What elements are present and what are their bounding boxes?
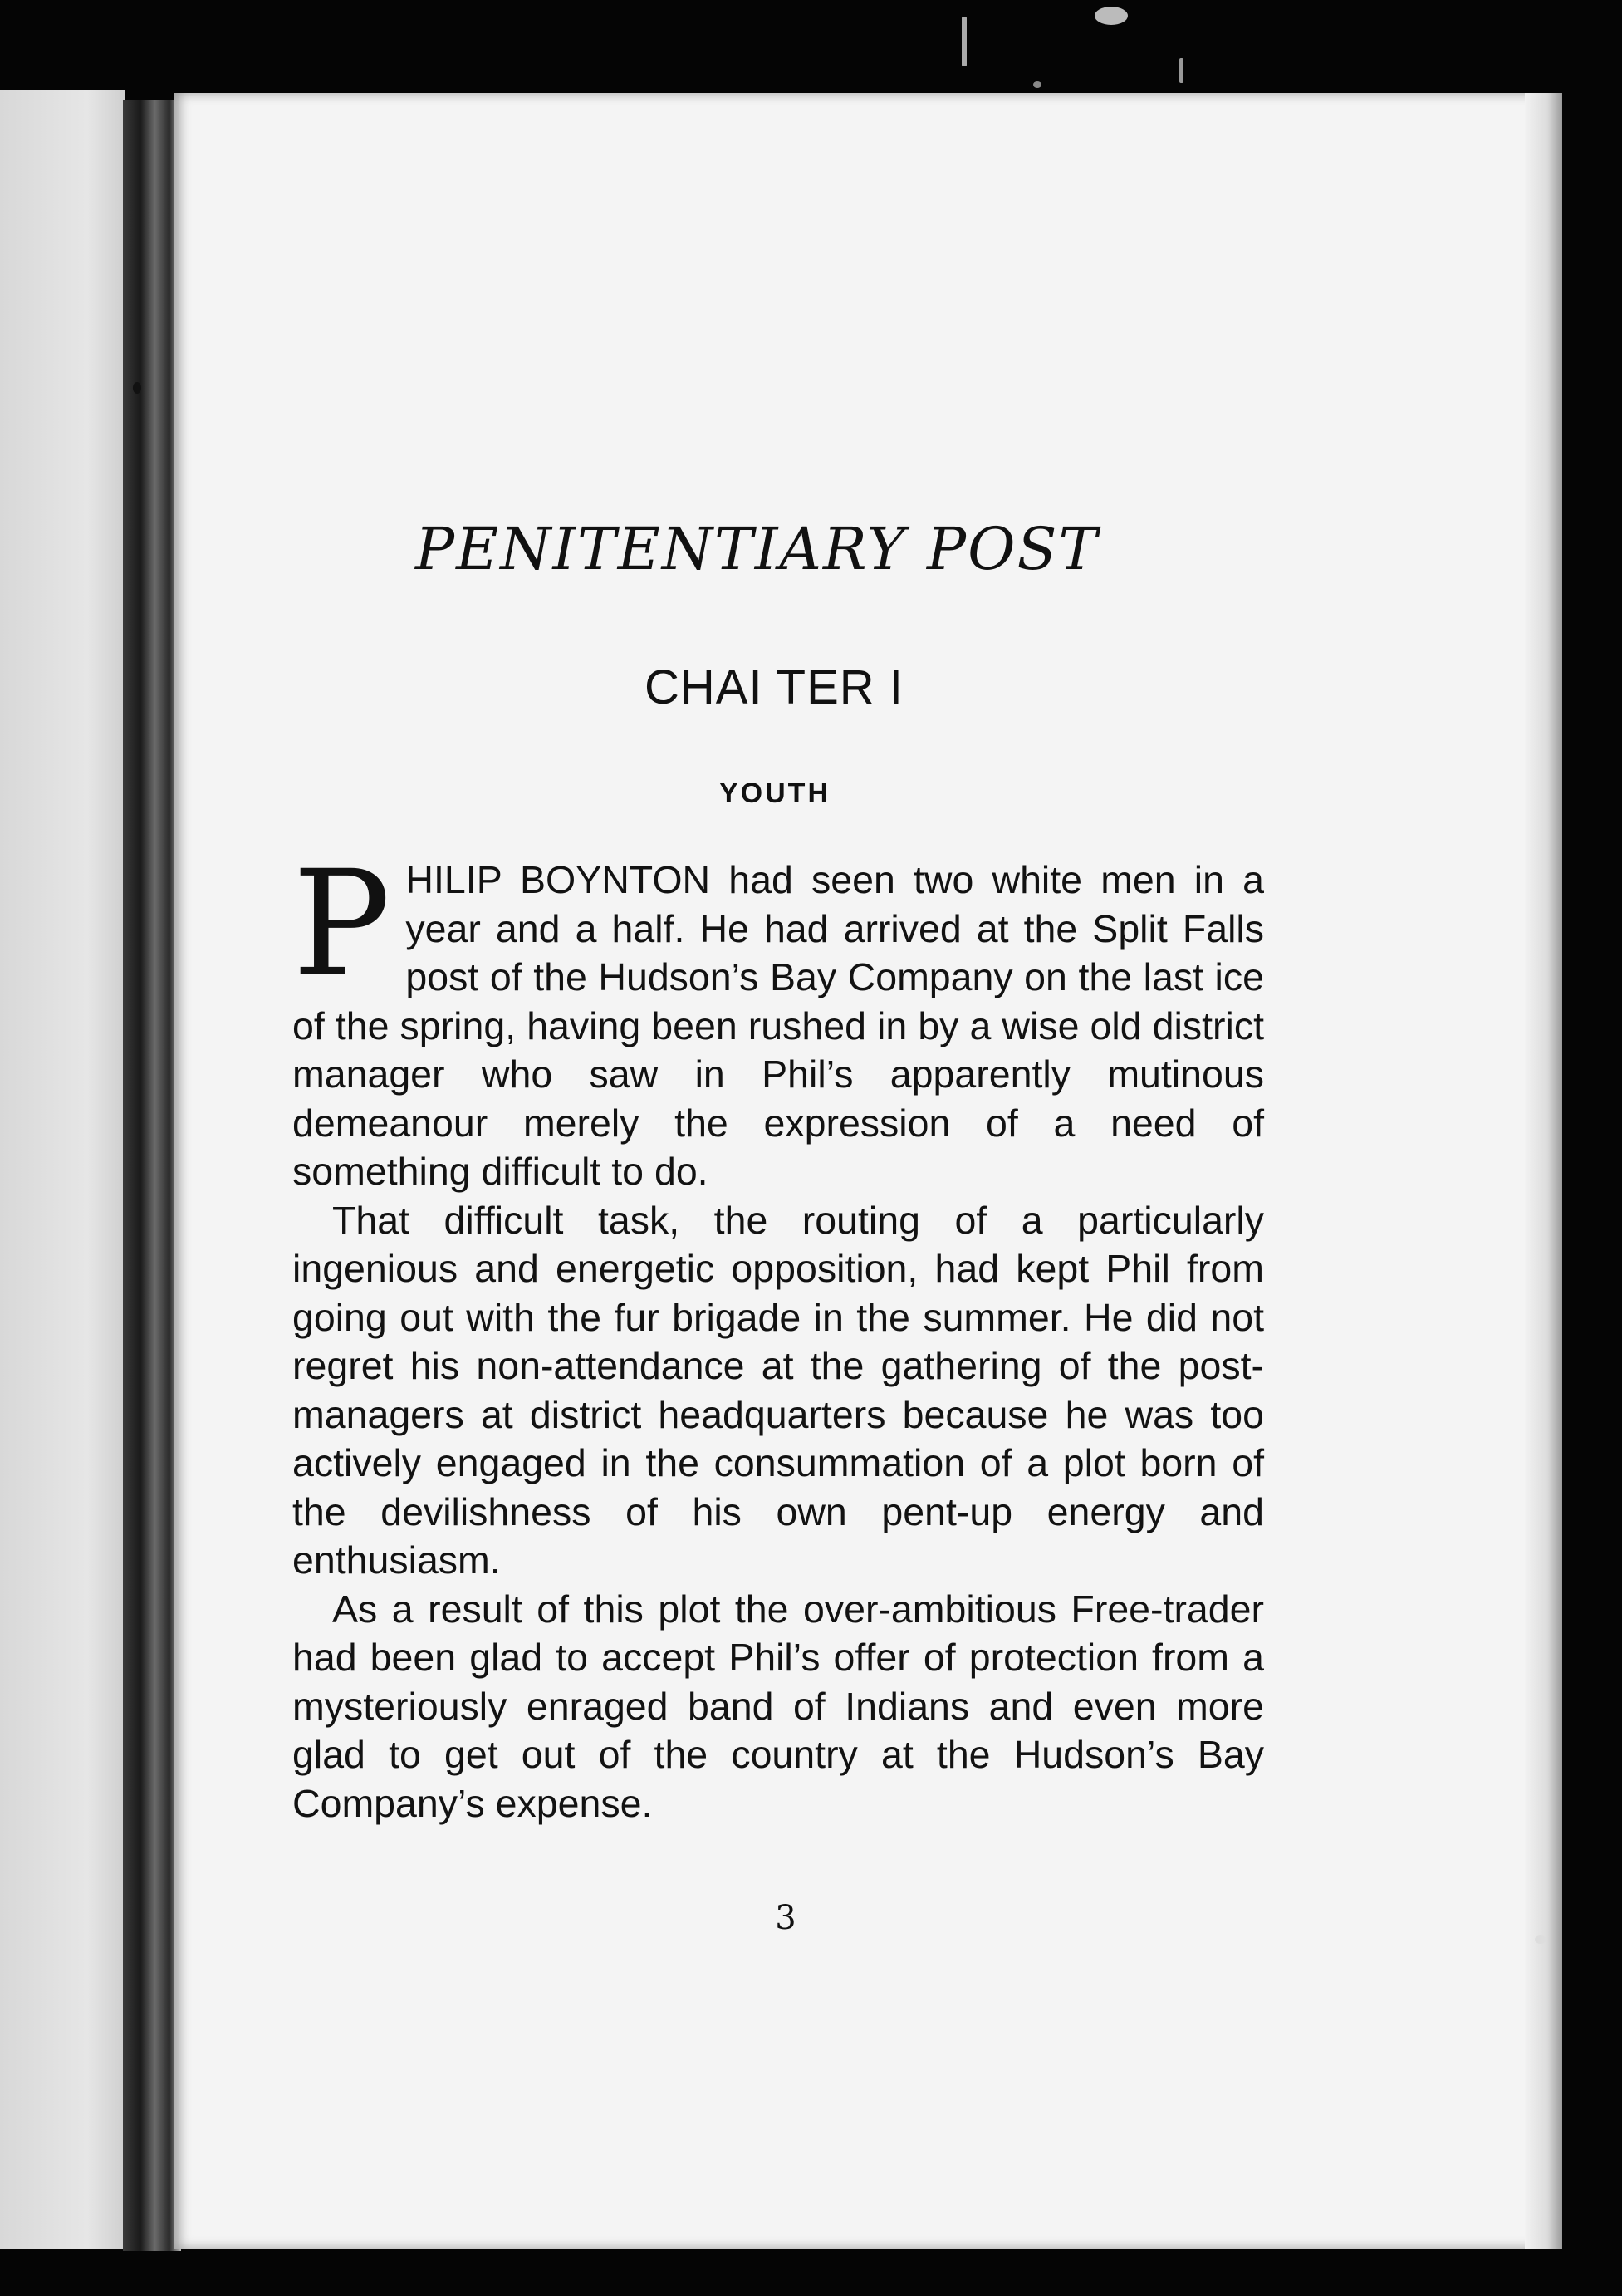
page-number: 3: [775, 1899, 796, 1937]
dust-speck: [1033, 81, 1041, 88]
chapter-subtitle: YOUTH: [719, 778, 831, 809]
dust-speck: [962, 17, 967, 66]
book-gutter: [123, 100, 181, 2251]
drop-cap: P: [292, 839, 391, 1009]
paragraph: As a result of this plot the over-ambitious Free-trader had been glad to accept Phil’s offer of protection from a mysteriously enraged band of Indians and even more glad to get out of the country at the Hudson’s Bay Company’s expense.: [292, 1587, 1264, 1825]
dust-speck: [1179, 58, 1183, 83]
page-right-edge: [1525, 93, 1562, 2249]
paragraph-text: HILIP BOYNTON had seen two white men in a year and a half. He had arrived at the Split Falls post of the Hudson’s Bay Company on the last ice of the spring, having been rushed in by a wise old district manager who saw in Phil’s apparently mutinous demeanour merely the expression of a need of something difficult to do.: [292, 858, 1264, 1193]
chapter-text: [292, 839, 1264, 1827]
dust-speck: [1095, 7, 1128, 25]
chapter-heading: CHAI TER I: [644, 660, 904, 714]
dust-speck: [133, 382, 141, 394]
paragraph: That difficult task, the routing of a particularly ingenious and energetic opposition, had kept Phil from going out with the fur brigade in the summer. He did not regret his non-attendance at the gathering of the post-managers at district headquarters because he was too actively engaged in the consummation of a plot born of the devilishness of his own pent-up energy and enthusiasm.: [292, 1198, 1264, 1582]
dust-speck: [1535, 1935, 1546, 1944]
facing-page-edge: [0, 90, 125, 2249]
book-title: PENITENTIARY POST: [415, 515, 1100, 583]
paragraph: [292, 839, 1264, 1196]
